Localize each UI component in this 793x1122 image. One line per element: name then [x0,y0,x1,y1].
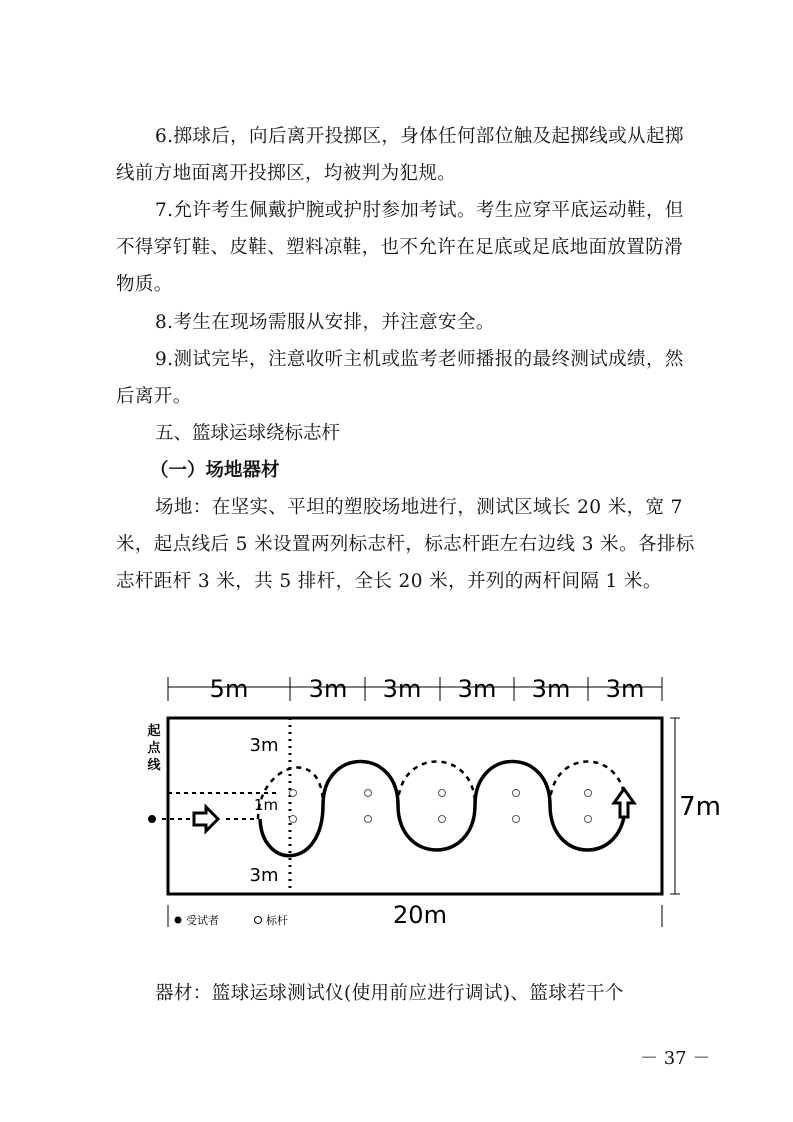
dim-label-3m: 3m [605,675,645,703]
dim-label-left-3m: 3m [249,735,279,756]
dim-label-3m: 3m [531,675,571,703]
pole [365,816,372,823]
legend-subject-icon [175,917,182,924]
pole [513,816,520,823]
equipment-description: 器材：篮球运球测试仪(使用前应进行调试)、篮球若干个 [155,983,624,1004]
venue-description: 场地：在坚实、平坦的塑胶场地进行，测试区域长 20 米，宽 7 米，起点线后 5 米设置两列标志杆，标志杆距左右边线 3 米。各排标志杆距杆 3 米，共 5 排杆，全长 20 米，并列的两杆间隔 1 米。 [116,497,695,592]
page-number: － 37 － [640,1048,711,1069]
pole [585,816,592,823]
paragraph-rule-8: 8.考生在现场需服从安排，并注意安全。 [155,312,495,333]
dim-label-left-3m: 3m [249,865,279,886]
pole [365,790,372,797]
paragraph-rule-6: 6.掷球后，向后离开投掷区，身体任何部位触及起掷线或从起掷线前方地面离开投掷区，均被判为犯规。 [116,126,684,184]
pole [290,790,297,797]
dim-label-3m: 3m [308,675,348,703]
length-label: 20m [393,901,447,929]
pole [439,816,446,823]
width-label: 7m [679,792,721,822]
paragraph-rule-9: 9.测试完毕，注意收听主机或监考老师播报的最终测试成绩，然后离开。 [116,349,684,407]
dim-label-5m: 5m [209,675,249,703]
legend-pole-icon [255,917,262,924]
field-boundary [168,718,662,894]
legend-subject: 受试者 [186,914,219,927]
finish-arrow-icon [614,789,634,817]
pole [513,790,520,797]
start-line-label: 起 [147,724,161,739]
dim-label-left-1m: 1m [253,796,279,814]
legend-pole: 标杆 [266,914,288,927]
course-diagram [140,665,740,935]
svg-text:点: 点 [147,741,161,756]
svg-text:线: 线 [147,758,161,773]
start-arrow-icon [194,807,218,831]
pole [290,816,297,823]
subsection-title: （一）场地器材 [150,460,280,481]
section-title: 五、篮球运球绕标志杆 [155,423,341,444]
dim-label-3m: 3m [382,675,422,703]
subject-marker [148,815,156,823]
pole [439,790,446,797]
pole [585,790,592,797]
paragraph-rule-7: 7.允许考生佩戴护腕或护肘参加考试。考生应穿平底运动鞋，但不得穿钉鞋、皮鞋、塑料凉鞋，也不允许在足底或足底地面放置防滑物质。 [116,200,684,295]
dim-label-3m: 3m [457,675,497,703]
